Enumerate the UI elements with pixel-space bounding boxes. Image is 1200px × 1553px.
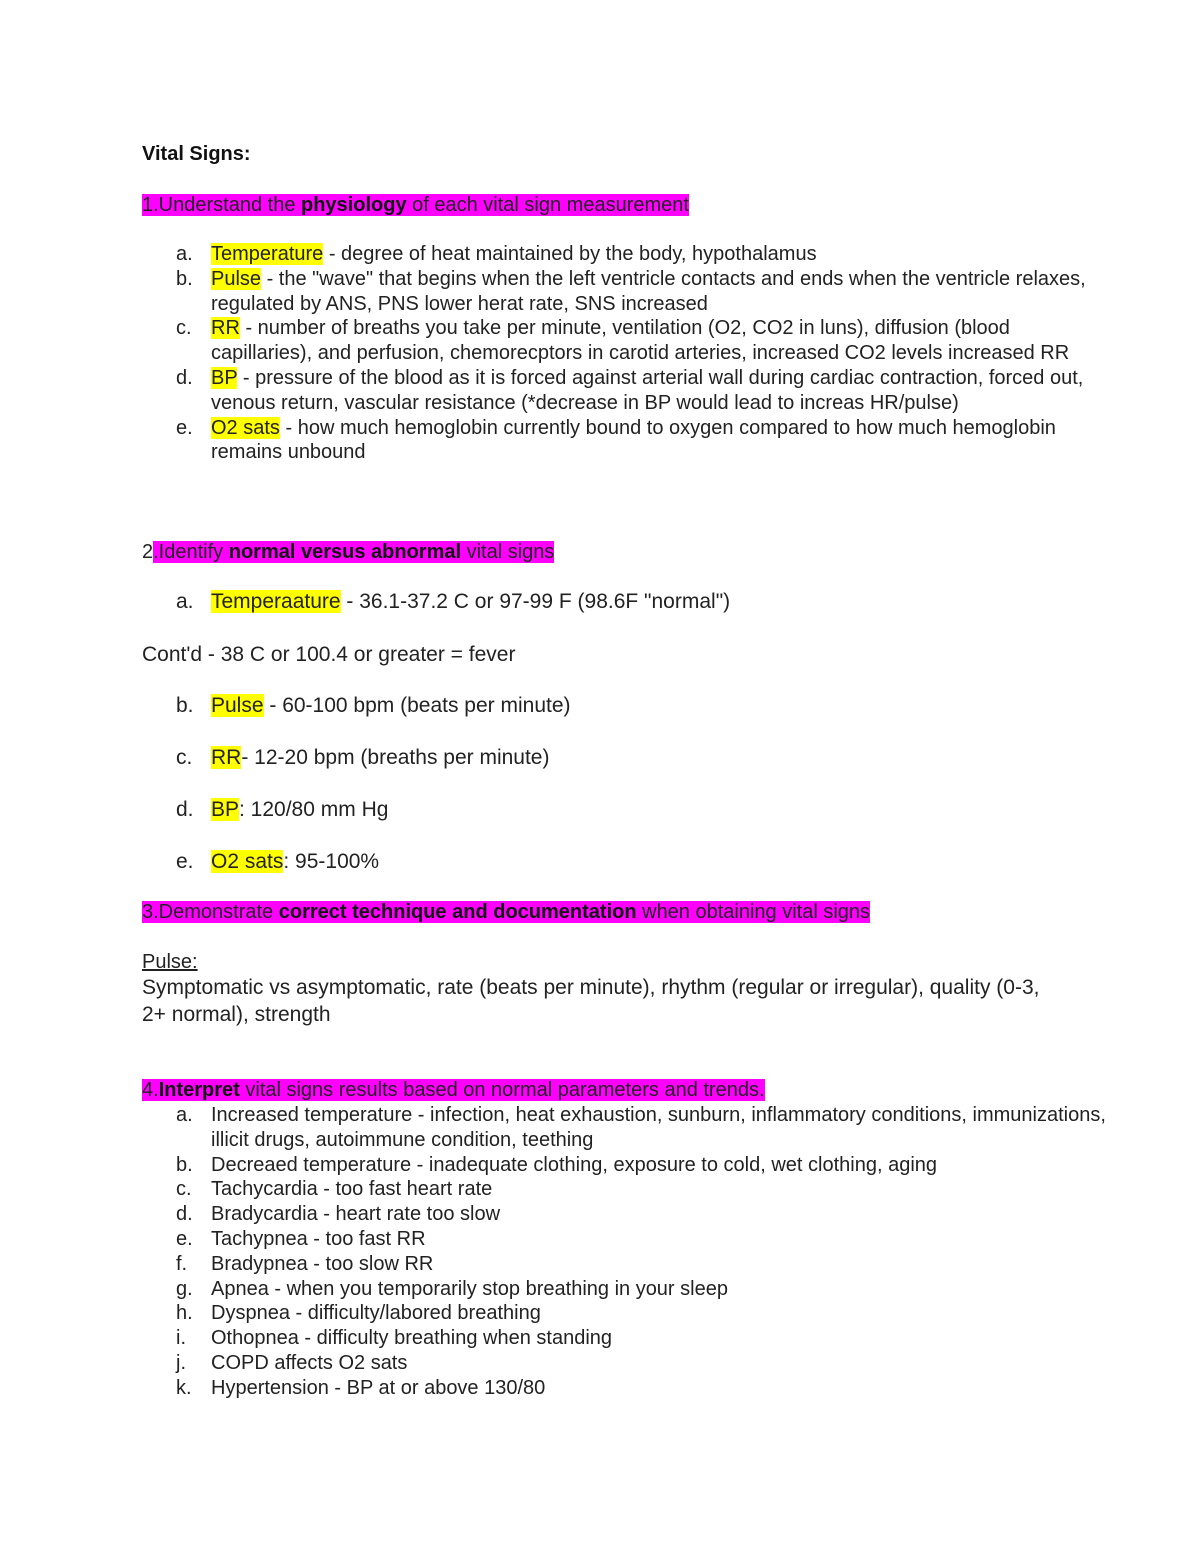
list-item [142,416,1111,466]
list-item [142,316,1111,366]
list-item [142,242,1111,267]
list-item-text: - how much hemoglobin currently bound to oxygen compared to how much hemoglobin remains unbound [211,416,1056,464]
term-highlight: RR [211,317,240,340]
term-highlight: RR [211,746,242,769]
list-item-text: Tachycardia - too fast heart rate [211,1178,493,1201]
list-marker: b. [176,267,193,290]
list-marker: b. [176,1153,193,1176]
list-marker: c. [176,746,193,769]
pulse-description: Symptomatic vs asymptomatic, rate (beats per minute), rhythm (regular or irregular), quality (0-3, 2+ normal), strength [142,976,1040,1026]
list-item-text: Hypertension - BP at or above 130/80 [211,1376,546,1399]
section-4-number: 4. [142,1079,159,1101]
list-marker: d. [176,366,193,389]
list-item-text: Bradycardia - heart rate too slow [211,1203,501,1226]
section-4-suffix: vital signs results based on normal parameters and trends. [239,1079,765,1101]
list-item [142,1326,1111,1351]
term-highlight: Pulse [211,267,262,290]
list-marker: h. [176,1302,193,1325]
list-item [142,267,1111,317]
list-item-text: - 60-100 bpm (beats per minute) [263,694,571,717]
term-highlight: BP [211,366,238,389]
list-item-text: : 120/80 mm Hg [239,798,389,821]
list-item-text: Dyspnea - difficulty/labored breathing [211,1302,541,1325]
section-2-heading [142,540,554,564]
list-item-text: Apnea - when you temporarily stop breathing in your sleep [211,1277,728,1300]
list-item [142,1376,1111,1401]
section-4-bold: Interpret [158,1079,240,1101]
pulse-label: Pulse: [142,951,198,973]
term-highlight: Temperaature [211,590,341,613]
section-3-bold: correct technique and documentation [278,901,637,923]
term-highlight: O2 sats [211,850,284,873]
term-highlight: O2 sats [211,416,280,439]
list-item-text: Othopnea - difficulty breathing when standing [211,1327,613,1350]
list-marker: k. [176,1376,192,1399]
section-3-suffix: when obtaining vital signs [636,901,871,923]
section-2-suffix: vital signs [461,541,555,563]
section-3-prefix: 3.Demonstrate [142,901,279,923]
list-marker: a. [176,243,193,265]
list-marker: g. [176,1277,193,1300]
list-item-text: Increased temperature - infection, heat exhaustion, sunburn, inflammatory conditions, immunizations, illicit drugs, autoimmune condition, teething [211,1104,1106,1151]
section-3-heading [142,900,870,924]
section-2-bold: normal versus abnormal [228,541,462,563]
list-marker: e. [176,416,193,439]
section-1-list [142,242,1111,465]
list-item-text: : 95-100% [283,850,380,873]
list-marker: i. [176,1327,186,1350]
list-marker: f. [176,1252,188,1275]
section-1-heading [142,193,689,217]
list-marker: c. [176,317,192,340]
continued-note: Cont'd - 38 C or 100.4 or greater = fever [142,643,516,666]
section-1-suffix: of each vital sign measurement [406,194,689,216]
list-item-text: - degree of heat maintained by the body, hypothalamus [323,243,817,265]
list-item [142,1103,1111,1153]
list-item [142,1153,1111,1178]
list-marker: a. [176,590,194,613]
section-4-heading [142,1078,765,1102]
list-marker: a. [176,1104,193,1126]
list-item-text: Tachypnea - too fast RR [211,1227,426,1250]
section-4-list [142,1103,1111,1401]
term-highlight: Pulse [211,694,264,717]
list-item-text: COPD affects O2 sats [211,1351,408,1374]
page-title: Vital Signs: [142,143,251,165]
list-marker: d. [176,798,194,821]
list-item [142,1351,1111,1376]
list-marker: b. [176,694,194,717]
section-2-number: 2 [142,541,154,563]
list-item [142,1177,1111,1202]
list-item-text: - the "wave" that begins when the left ventricle contacts and ends when the ventricle relaxes, regulated by ANS, PNS lower herat rate, SNS increased [211,267,1086,315]
list-marker: c. [176,1178,192,1201]
section-2-prefix: .Identify [153,541,229,563]
list-item [142,1277,1111,1302]
section-1-prefix: 1.Understand the [142,194,301,216]
list-item-text: Bradypnea - too slow RR [211,1252,434,1275]
list-item [142,1301,1111,1326]
list-marker: e. [176,850,194,873]
list-marker: j. [176,1351,186,1374]
list-item-text: Decreaed temperature - inadequate clothing, exposure to cold, wet clothing, aging [211,1153,938,1176]
term-highlight: Temperature [211,243,324,265]
list-item [142,1227,1111,1252]
list-item-text: - number of breaths you take per minute, ventilation (O2, CO2 in luns), diffusion (blood capillaries), and perfusion, chemorecptors in carotid arteries, increased CO2 levels increased RR [211,317,1070,365]
list-item [142,366,1111,416]
list-item [142,1252,1111,1277]
term-highlight: BP [211,798,240,821]
section-1-bold: physiology [301,194,407,216]
list-item-text: - pressure of the blood as it is forced against arterial wall during cardiac contraction, forced out, venous return, vascular resistance (*decrease in BP would lead to increas HR/pulse) [211,366,1084,414]
list-marker: d. [176,1203,193,1226]
list-item [142,1202,1111,1227]
list-item-text: - 12-20 bpm (breaths per minute) [241,746,550,769]
list-item-text: - 36.1-37.2 C or 97-99 F (98.6F "normal") [340,590,731,613]
list-marker: e. [176,1227,193,1250]
